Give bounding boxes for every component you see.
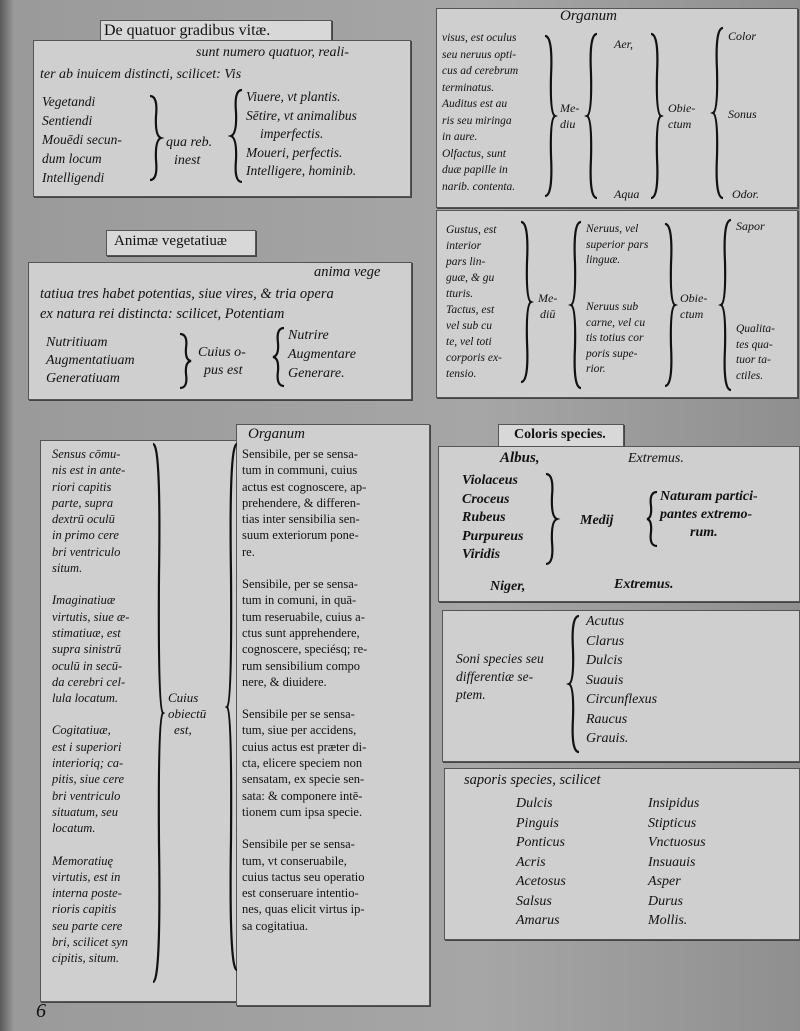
sonus-item: Circunflexus [586,692,658,707]
result: Moueri, perfectis. [246,144,343,160]
faculty: Vegetandi [42,94,96,109]
saporis-title: saporis species, scilicet [464,772,601,788]
organum-mid-objectum-2: ctum [680,307,704,321]
organ-line: narib. contenta. [442,180,516,193]
sensibile-line: cuius tactus seu operatio [242,869,365,884]
vitae-intro-1: sunt numero quatuor, reali- [196,45,349,60]
soni-items [586,612,657,749]
vitae-faculties [42,92,122,187]
organum-mid-object-qualitates [736,322,775,384]
sensus-middle [168,690,206,738]
sensus-line: interna poste- [52,886,122,901]
vegetativae-intro-1: anima vege [314,264,381,280]
sapor-item: Vnctuosus [648,835,706,850]
medium-line: poris supe- [586,347,638,360]
page-number: 6 [36,1000,46,1022]
organ-line: Auditus est au [442,98,508,110]
vitae-brace-2 [230,90,244,182]
object-line: tuor ta- [736,354,771,366]
sensibile-line: cta, elicere speciem non [242,756,363,771]
potentia: Generatiuam [46,371,120,386]
vegetativae-brace-2 [272,328,286,386]
faculty: Intelligendi [42,170,105,185]
color-name: Rubeus [462,510,506,525]
medium-line: carne, vel cu [586,316,646,329]
organ-line: interior [446,240,482,252]
sapor-item: Insuauis [648,854,696,870]
color-name: Croceus [462,491,510,507]
organum-top-medium-aqua: Aqua [614,187,640,201]
sensus-line: bri ventriculo [52,544,121,559]
sensibile-gap [242,690,367,706]
sensus-line: virtutis, siue æ- [52,609,130,624]
faculty: dum locum [42,151,102,166]
sensus-line: cipitis, situm. [52,951,120,966]
sensus-line: lula locatum. [52,691,118,706]
organum-top-col1 [442,30,518,195]
sensus-line: Sensus cōmu- [52,447,121,461]
sensibile-line: tionem cum ipsa specie. [242,804,363,819]
sonus-item: Acutus [586,614,625,629]
organ-line: guæ, & gu [446,272,495,284]
sapor-item: Salsus [516,893,552,909]
middle-line: est, [174,722,192,737]
sensus-line: oculū in secū- [52,658,123,673]
organum-top-medium-aer: Aer, [614,37,633,51]
sensibile-line: cuius actus est præter di- [242,739,367,754]
organum-top-header: Organum [560,8,617,24]
sensus-line: situm. [52,561,83,576]
sensus-line: seu parte cere [52,918,123,933]
organum-mid-col1 [446,222,502,382]
sensibile-line: sa cogitatiua. [242,918,308,933]
object-line: tes quа- [736,338,773,351]
organum-top-object-odor: Odor. [732,187,760,201]
sensus-line: pitis, siue cere [52,772,125,787]
sensus-line: bri ventriculo [52,788,121,803]
organum-mid-medium-2: diū [540,307,556,321]
organ-line: tturis. [446,288,474,300]
coloris-extremus-top: Extremus. [628,451,684,466]
sensus-line: bri, scilicet syn [52,935,129,950]
organum-mid-medium-values [586,222,648,269]
vegetativae-potentiae [46,334,135,388]
vitae-title: De quatuor gradibus vitæ. [104,22,271,39]
sapor-item: Mollis. [648,913,688,928]
coloris-medii: Medij [580,513,614,528]
coloris-colors [462,472,523,565]
sensibile-line: rum sensibilium compo [242,658,361,673]
sonus-item: Suauis [586,672,624,688]
organum-mid-medium-1: Me- [538,291,558,305]
medium-line: Neruus sub [586,301,639,313]
sensus-gap [52,706,129,722]
soni-label-line: differentiæ se- [456,669,534,684]
organum-mid-objectum-1: Obie- [680,291,708,305]
organ-line: Tactus, est [446,304,495,316]
vitae-intro-2: ter ab inuicem distincti, scilicet: Vis [40,67,242,82]
sensus-line: nis est in ante- [52,463,126,478]
soni-label-line: ptem. [456,687,486,702]
sonus-item: Raucus [586,711,628,727]
sapor-item: Stipticus [648,815,697,831]
sensus-line: parte, supra [52,495,114,510]
sensibile-line: re. [242,544,255,559]
sensus-gap [52,837,129,853]
organ-line: Gustus, est [446,224,497,236]
vegetativae-middle-1: Cuius o- [198,345,246,360]
coloris-result [660,488,758,542]
organum-top-objectum-1: Obie- [668,101,696,115]
sensibile-line: Sensibile, per se sensa- [242,577,358,592]
coloris-extremus-bottom: Extremus. [614,577,674,592]
sensibile-line: tum in communi, cuius [242,463,358,478]
sonus-item: Clarus [586,633,625,649]
sensibile-line: sensatam, ex specie sen- [242,772,365,787]
coloris-niger: Niger, [490,579,526,594]
organ-line: terminatus. [442,81,495,94]
medium-line: rior. [586,363,606,375]
sensibile-line: sata: & componere intē- [242,788,363,803]
sapor-item: Pinguis [516,815,559,831]
organ-line: vel sub cu [446,320,492,332]
sensus-line: rioris capitis [52,902,117,917]
sensibile-line: Sensibile, per se sensa- [242,447,358,461]
sapor-item: Insipidus [648,796,700,811]
coloris-brace-1 [544,474,558,564]
organum-top-brace-4 [712,28,724,198]
sensibile-line: est conseruare intentio- [242,886,359,901]
sensus-brace-right [226,444,238,970]
organum-mid-brace-3 [664,224,676,386]
organ-line: corporis ex- [446,352,502,364]
sensus-organum-header: Organum [248,426,305,442]
sensus-line: dextrū oculū [52,512,115,527]
vegetativae-intro-3: ex natura rei distincta: scilicet, Potentiam [40,306,285,322]
vegetativae-intro-2: tatiua tres habet potentias, siue vires, & tria opera [40,286,334,302]
saporis-left [516,794,566,931]
sensus-line: supra sinistrū [52,642,122,657]
organum-mid-medium-values-2 [586,300,645,378]
vitae-middle-1: qua reb. [166,135,213,150]
sapor-item: Durus [648,893,684,909]
color-name: Violaceus [462,473,519,488]
result: Intelligere, hominib. [246,163,357,178]
soni-brace [568,616,580,752]
medium-line: linguæ. [586,254,621,266]
sensus-brace-left [152,444,164,982]
organum-top-object-sonus: Sonus [728,107,757,121]
sensus-left-col [52,446,129,967]
sapor-item: Ponticus [516,835,565,850]
sensus-line: in primo cere [52,528,119,543]
organum-top-medium-1: Me- [560,101,580,115]
organum-top-object-color: Color [728,29,757,43]
organ-line: pars lin- [446,256,486,268]
sapor-item: Acris [516,854,546,870]
sensibile-line: tias inter sensibilia sen- [242,512,360,527]
organ-line: visus, est oculus [442,32,517,44]
result: imperfectis. [260,126,324,141]
faculty: Mouēdi secun- [42,132,122,147]
object-line: Qualita- [736,323,775,335]
sensibile-line: tum in comuni, in quā- [242,593,357,608]
medium-line: superior pars [586,238,649,251]
result-line: rum. [690,525,718,540]
sensus-line: Imaginatiuæ [52,593,116,608]
sensus-line: Memoratiuę [52,853,114,868]
sensus-line: est i superiori [52,739,122,754]
sensibile-line: tum, vt conseruabile, [242,853,347,868]
color-name: Viridis [462,547,501,562]
organum-top-brace-2 [586,34,598,198]
vegetativae-title: Animæ vegetatiuæ [114,233,227,249]
sensus-line: virtutis, est in [52,869,121,884]
sapor-item: Asper [648,874,681,889]
sensus-line: Cogitatiuæ, [52,723,111,738]
middle-line: obiectū [168,706,207,721]
faculty: Sentiendi [42,113,93,128]
sensibile-line: nere, & diuidere. [242,674,327,689]
coloris-title: Coloris species. [514,427,606,442]
result-line: Naturam partici- [660,489,758,504]
vitae-brace-1 [148,96,162,180]
sapor-item: Dulcis [516,796,553,811]
organum-mid-object-sapor: Sapor [736,219,765,233]
sensibile-line: Sensibile per se sensa- [242,837,355,852]
sensus-line: stimatiuæ, est [52,625,121,640]
organ-line: tensio. [446,368,477,380]
sensus-line: riori capitis [52,479,112,494]
opus: Generare. [288,366,345,381]
organum-top-brace-3 [650,34,662,198]
saporis-right [648,794,706,931]
result: Sētire, vt animalibus [246,107,357,123]
sensibile-line: suum exteriorum pone- [242,528,359,543]
potentia: Augmentatiuam [46,353,135,368]
organ-line: duæ papille in [442,164,508,176]
result: Viuere, vt plantis. [246,89,341,104]
vitae-results [246,88,357,181]
vegetativae-brace-1 [178,334,192,388]
soni-label [456,650,544,704]
organ-line: seu neruus opti- [442,48,517,61]
sensus-right-col [242,446,367,934]
vitae-middle-2: inest [174,153,201,168]
sapor-item: Amarus [516,913,560,928]
organum-mid-brace-2 [570,222,582,388]
sensibile-line: ctus sunt apprehendere, [242,625,360,640]
opus: Nutrire [288,328,329,343]
organ-line: Olfactus, sunt [442,147,506,160]
potentia: Nutritiuam [46,335,108,350]
medium-line: tis totius cor [586,332,644,344]
sensus-gap [52,576,129,592]
sensibile-line: tum reseruabile, cuius a- [242,609,365,624]
soni-label-line: Soni species seu [456,651,544,666]
object-line: ctiles. [736,369,764,382]
sensibile-gap [242,560,367,576]
sensibile-gap [242,820,367,836]
sensibile-line: actus est cognoscere, ap- [242,479,367,494]
color-name: Purpureus [462,528,524,544]
organ-line: in aure. [442,131,478,143]
medium-line: Neruus, vel [586,223,639,235]
organum-mid-brace-1 [520,222,532,382]
sensus-line: situatum, seu [52,804,118,819]
organ-line: te, vel toti [446,336,492,348]
middle-line: Cuius [168,690,199,705]
sensibile-line: tum, siue per accidens, [242,723,357,738]
coloris-albus: Albus, [500,450,540,466]
sensus-line: da cerebri cel- [52,674,126,689]
vegetativae-opera [288,326,356,383]
sensus-line: locatum. [52,821,96,836]
sonus-item: Grauis. [586,731,629,746]
result-line: pantes extremo- [660,507,753,522]
sonus-item: Dulcis [586,653,623,668]
sensibile-line: nes, quas elicit virtus ip- [242,902,365,917]
coloris-brace-2 [646,492,658,546]
organum-top-objectum-2: ctum [668,117,692,131]
organ-line: ris seu miringa [442,114,512,127]
sensibile-line: Sensibile per se sensa- [242,707,355,722]
organ-line: cus ad cerebrum [442,65,519,77]
vegetativae-middle-2: pus est [204,363,243,378]
sapor-item: Acetosus [516,874,566,889]
sensus-line: interioriq; ca- [52,756,124,771]
organum-mid-brace-4 [720,220,732,390]
sensibile-line: cognoscere, speciésq; re- [242,642,368,657]
organum-top-brace-1 [544,36,556,196]
sensibile-line: prehendere, & differen- [242,495,361,510]
opus: Augmentare [288,347,356,362]
saporis-slip [444,768,800,940]
organum-top-medium-2: diu [560,117,576,131]
